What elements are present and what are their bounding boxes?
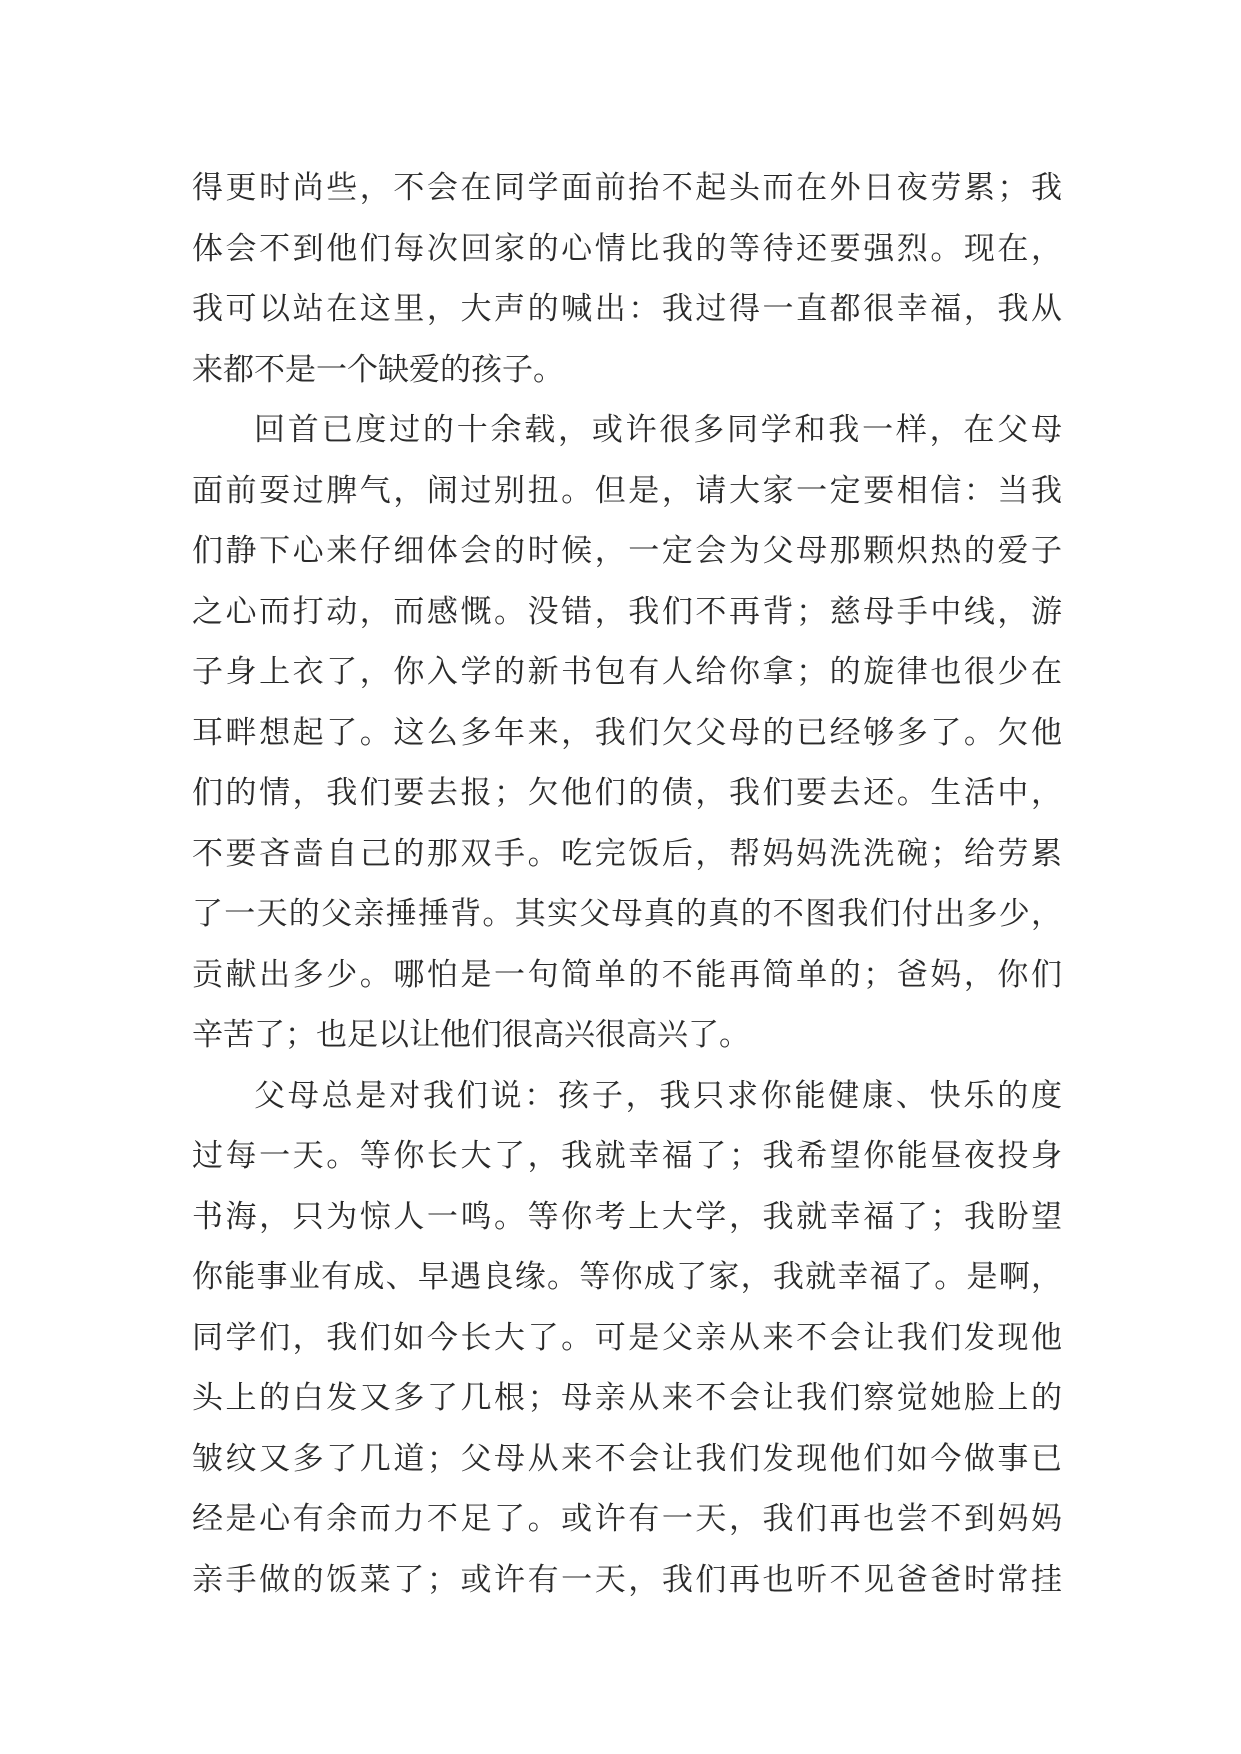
text-line: 之心而打动，而感慨。没错，我们不再背；慈母手中线，游 bbox=[192, 593, 1062, 630]
text-line: 父母总是对我们说：孩子，我只求你能健康、快乐的度 bbox=[254, 1077, 1062, 1114]
text-line: 子身上衣了，你入学的新书包有人给你拿；的旋律也很少在 bbox=[192, 654, 1062, 690]
text-line: 面前耍过脾气，闹过别扭。但是，请大家一定要相信：当我 bbox=[192, 472, 1062, 509]
text-line: 书海，只为惊人一鸣。等你考上大学，我就幸福了；我盼望 bbox=[192, 1198, 1062, 1235]
text-line: 不要吝啬自己的那双手。吃完饭后，帮妈妈洗洗碗；给劳累 bbox=[192, 835, 1062, 872]
text-line: 经是心有余而力不足了。或许有一天，我们再也尝不到妈妈 bbox=[192, 1501, 1062, 1537]
text-line: 头上的白发又多了几根；母亲从来不会让我们察觉她脸上的 bbox=[192, 1380, 1062, 1416]
text-line: 贡献出多少。哪怕是一句简单的不能再简单的；爸妈，你们 bbox=[192, 956, 1062, 993]
text-line: 过每一天。等你长大了，我就幸福了；我希望你能昼夜投身 bbox=[192, 1138, 1062, 1174]
text-line: 得更时尚些，不会在同学面前抬不起头而在外日夜劳累；我 bbox=[192, 170, 1062, 206]
text-line: 我可以站在这里，大声的喊出：我过得一直都很幸福，我从 bbox=[192, 291, 1062, 327]
paragraph-3 bbox=[192, 1066, 1062, 1611]
text-line: 耳畔想起了。这么多年来，我们欠父母的已经够多了。欠他 bbox=[192, 714, 1062, 751]
text-line: 回首已度过的十余载，或许很多同学和我一样，在父母 bbox=[254, 412, 1062, 448]
document-body bbox=[192, 158, 1062, 1610]
text-line: 皱纹又多了几道；父母从来不会让我们发现他们如今做事已 bbox=[192, 1440, 1062, 1477]
text-line: 来都不是一个缺爱的孩子。 bbox=[192, 351, 564, 388]
text-line: 们的情，我们要去报；欠他们的债，我们要去还。生活中， bbox=[192, 775, 1062, 811]
paragraph-1 bbox=[192, 158, 1062, 400]
text-line: 同学们，我们如今长大了。可是父亲从来不会让我们发现他 bbox=[192, 1319, 1062, 1356]
text-line: 体会不到他们每次回家的心情比我的等待还要强烈。现在， bbox=[192, 230, 1062, 267]
text-line: 辛苦了；也足以让他们很高兴很高兴了。 bbox=[192, 1017, 750, 1053]
text-line: 们静下心来仔细体会的时候，一定会为父母那颗炽热的爱子 bbox=[192, 533, 1062, 569]
text-line: 你能事业有成、早遇良缘。等你成了家，我就幸福了。是啊， bbox=[192, 1259, 1062, 1295]
text-line: 了一天的父亲捶捶背。其实父母真的真的不图我们付出多少， bbox=[192, 896, 1062, 932]
paragraph-2 bbox=[192, 400, 1062, 1066]
text-line: 亲手做的饭菜了；或许有一天，我们再也听不见爸爸时常挂 bbox=[192, 1561, 1062, 1598]
